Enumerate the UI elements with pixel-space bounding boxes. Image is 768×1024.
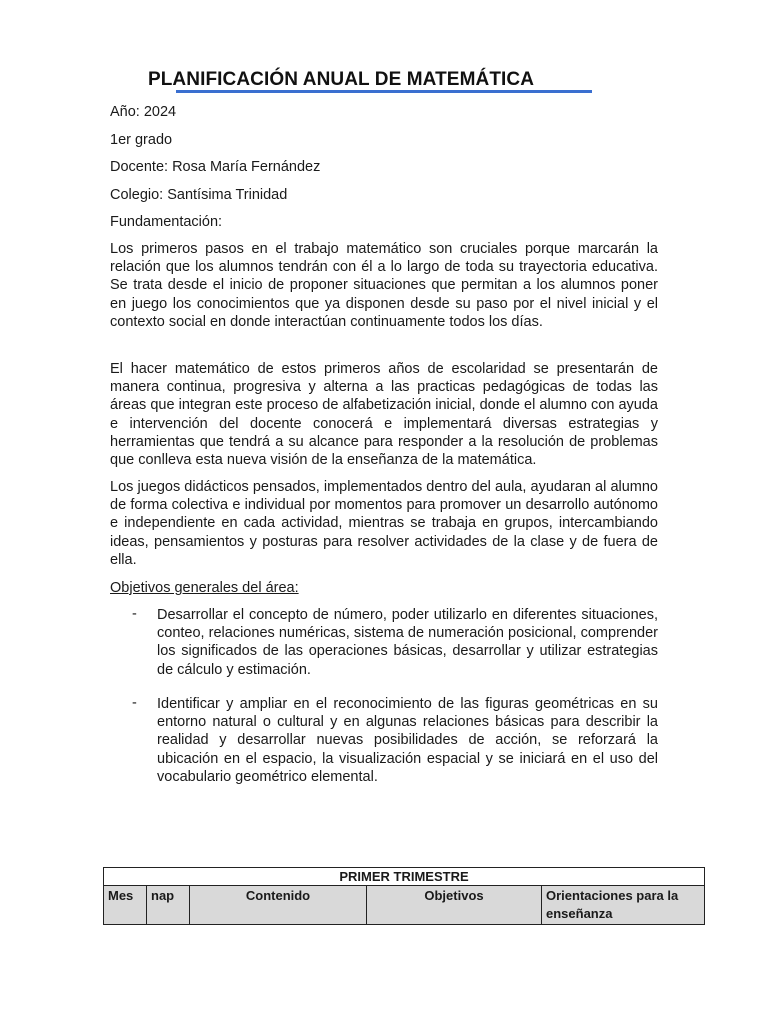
grade-line: 1er grado — [110, 132, 173, 148]
paragraph-3: Los juegos didácticos pensados, implementados dentro del aula, ayudaran al alumno de forma colectiva e individual por momentos para promover un desarrollo autónomo e independiente en cada actividad, mientras se trabaja en grupos, intercambiando ideas, pensamientos y posturas para resolver actividades de la clase y de fuera de ella. — [110, 479, 658, 568]
column-header-mes: Mes — [104, 886, 147, 925]
teacher-line: Docente: Rosa María Fernández — [110, 159, 321, 175]
objective-item-2: Identificar y ampliar en el reconocimiento de las figuras geométricas en su entorno natural o cultural y en algunas relaciones básicas para describir la realidad y desarrollar nuevas posibilidades de acción, se reforzará la ubicación en el espacio, la visualización espacial y se iniciará en el uso del vocabulario geométrico elemental. — [157, 696, 658, 785]
table-title: PRIMER TRIMESTRE — [104, 868, 705, 886]
fundamentacion-heading: Fundamentación: — [110, 214, 223, 230]
bullet-marker: - — [132, 695, 137, 711]
school-line: Colegio: Santísima Trinidad — [110, 187, 288, 203]
column-header-orientaciones: Orientaciones para la enseñanza — [542, 886, 705, 925]
objectives-heading: Objetivos generales del área: — [110, 580, 299, 596]
column-header-contenido: Contenido — [190, 886, 367, 925]
title-underline — [176, 90, 592, 93]
column-header-nap: nap — [147, 886, 190, 925]
page-title: PLANIFICACIÓN ANUAL DE MATEMÁTICA — [147, 69, 535, 90]
paragraph-2: El hacer matemático de estos primeros años de escolaridad se presentarán de manera continua, progresiva y alterna a las practicas pedagógicas de todas las áreas que integran este proceso de alfabetización inicial, donde el alumno con ayuda e intervención del docente conocerá e implementará diversas estrategias y herramientas que tendrá a su alcance para responder a la resolución de problemas que conlleva esta nueva visión de la enseñanza de la matemática. — [110, 361, 658, 469]
year-line: Año: 2024 — [110, 104, 177, 120]
bullet-marker: - — [132, 606, 137, 622]
paragraph-1: Los primeros pasos en el trabajo matemático son cruciales porque marcarán la relación que los alumnos tendrán con él a lo largo de toda su trayectoria educativa. Se trata desde el inicio de proponer situaciones que permitan a los alumnos poner en juego los conocimientos que ya disponen desde su paso por el nivel inicial y el contexto social en donde interactúan continuamente todos los días. — [110, 241, 658, 330]
column-header-objetivos: Objetivos — [367, 886, 542, 925]
trimester-table — [103, 867, 705, 925]
objective-item-1: Desarrollar el concepto de número, poder utilizarlo en diferentes situaciones, conteo, relaciones numéricas, sistema de numeración posicional, comprender los significados de las operaciones básicas, desarrollar y utilizar estrategias de cálculo y estimación. — [157, 607, 658, 678]
